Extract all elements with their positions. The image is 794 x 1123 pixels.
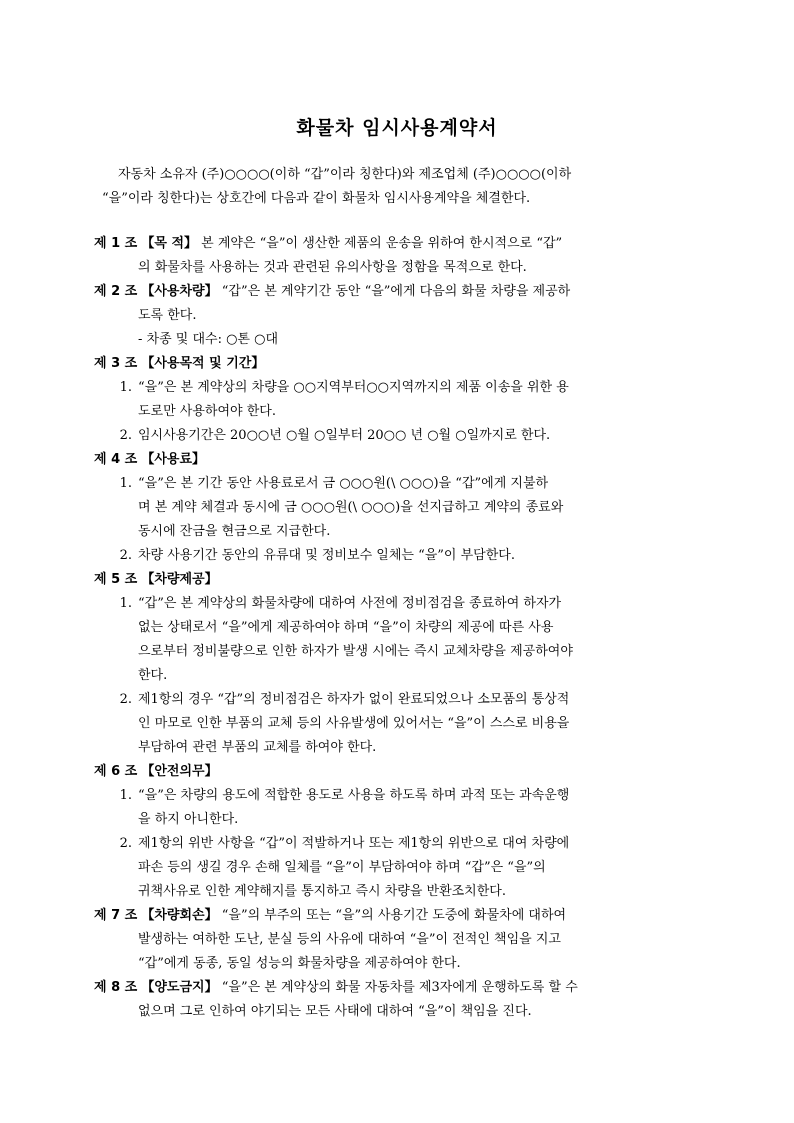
intro-line-2: “을”이라 칭한다)는 상호간에 다음과 같이 화물차 임시사용계약을 체결한다.	[102, 191, 531, 206]
vehicle-spec-line: - 차종 및 대수: ○톤 ○대	[138, 332, 279, 347]
article-number: 제 2 조	[94, 284, 138, 299]
article-number: 제 3 조	[94, 356, 138, 371]
article-number: 제 7 조	[94, 908, 138, 923]
article-8	[94, 976, 700, 1024]
article-number: 제 6 조	[94, 764, 138, 779]
article-text-line: “갑”은 본 계약기간 동안 “을”에게 다음의 화물 차량을 제공하	[221, 284, 571, 299]
article-number: 제 1 조	[94, 236, 138, 251]
item-text-line: “갑”은 본 계약상의 화물차량에 대하여 사전에 정비점검을 종료하여 하자가	[138, 596, 562, 611]
item-text-line: “을”은 본 기간 동안 사용료로서 금 ○○○원(\ ○○○)을 “갑”에게 지불하	[138, 476, 549, 491]
article-title: 【차량회손】	[141, 908, 218, 923]
article-item	[94, 688, 700, 760]
item-text-line: 으로부터 정비불량으로 인한 하자가 발생 시에는 즉시 교체차량을 제공하여야	[138, 644, 573, 659]
article-number: 제 5 조	[94, 572, 138, 587]
article-text-line: 도록 한다.	[138, 308, 197, 323]
article-title: 【양도금지】	[141, 980, 218, 995]
item-text-line: 제1항의 위반 사항을 “갑”이 적발하거나 또는 제1항의 위반으로 대여 차량에	[138, 836, 570, 851]
article-7	[94, 904, 700, 976]
article-item	[94, 592, 700, 688]
item-text-line: 없는 상태로서 “을”에게 제공하여야 하며 “을”이 차량의 제공에 따른 사용	[138, 620, 554, 635]
intro-paragraph	[102, 163, 700, 211]
article-item	[94, 832, 700, 904]
item-number: 1.	[119, 596, 132, 611]
article-text-line: “갑”에게 동종, 동일 성능의 화물차량을 제공하여야 한다.	[138, 956, 461, 971]
article-title: 【사용료】	[141, 452, 206, 467]
item-number: 1.	[119, 788, 132, 803]
article-number: 제 4 조	[94, 452, 138, 467]
item-number: 2.	[119, 692, 132, 707]
item-text-line: 파손 등의 생길 경우 손해 일체를 “을”이 부담하여야 하며 “갑”은 “을”의	[138, 860, 546, 875]
article-text-line: “을”은 본 계약상의 화물 자동차를 제3자에게 운행하도록 할 수	[221, 980, 578, 995]
article-text-line: 본 계약은 “을”이 생산한 제품의 운송을 위하여 한시적으로 “갑”	[201, 236, 563, 251]
item-text-line: 인 마모로 인한 부품의 교체 등의 사유발생에 있어서는 “을”이 스스로 비용을	[138, 716, 570, 731]
article-1	[94, 232, 700, 280]
article-title: 【사용차량】	[141, 284, 218, 299]
item-text-line: 도로만 사용하여야 한다.	[138, 404, 276, 419]
article-text-line: “을”의 부주의 또는 “을”의 사용기간 도중에 화물차에 대하여	[221, 908, 567, 923]
item-text-line: 을 하지 아니한다.	[138, 812, 239, 827]
article-title: 【차량제공】	[141, 572, 218, 587]
article-title: 【목 적】	[141, 236, 198, 251]
item-number: 2.	[119, 548, 132, 563]
article-2	[94, 280, 700, 352]
item-number: 2.	[119, 836, 132, 851]
item-text-line: 동시에 잔금을 현금으로 지급한다.	[138, 524, 331, 539]
article-text-line: 발생하는 여하한 도난, 분실 등의 사유에 대하여 “을”이 전적인 책임을 지고	[138, 932, 561, 947]
article-3	[94, 352, 700, 448]
article-item	[94, 424, 700, 448]
item-text-line: 귀책사유로 인한 계약해지를 통지하고 즉시 차량을 반환조치한다.	[138, 884, 506, 899]
item-text-line: “을”은 본 계약상의 차량을 ○○지역부터○○지역까지의 제품 이송을 위한 용	[138, 380, 569, 395]
article-title: 【안전의무】	[141, 764, 218, 779]
article-item	[94, 472, 700, 544]
item-number: 1.	[119, 380, 132, 395]
article-text-line: 의 화물차를 사용하는 것과 관련된 유의사항을 정함을 목적으로 한다.	[138, 260, 527, 275]
item-text-line: “을”은 차량의 용도에 적합한 용도로 사용을 하도록 하며 과적 또는 과속운행	[138, 788, 570, 803]
item-text-line: 부담하여 관련 부품의 교체를 하여야 한다.	[138, 740, 377, 755]
article-5	[94, 568, 700, 760]
item-text-line: 며 본 계약 체결과 동시에 금 ○○○원(\ ○○○)을 선지급하고 계약의 종료와	[138, 500, 564, 515]
article-item	[94, 544, 700, 568]
item-number: 2.	[119, 428, 132, 443]
article-number: 제 8 조	[94, 980, 138, 995]
document-title: 화물차 임시사용계약서	[296, 117, 498, 139]
article-6	[94, 760, 700, 904]
item-number: 1.	[119, 476, 132, 491]
item-text-line: 제1항의 경우 “갑”의 정비점검은 하자가 없이 완료되었으나 소모품의 통상적	[138, 692, 570, 707]
article-item	[94, 784, 700, 832]
intro-line-1: 자동차 소유자 (주)○○○○(이하 “갑”이라 칭한다)와 제조업체 (주)○○○○(이하	[118, 167, 572, 182]
article-title: 【사용목적 및 기간】	[141, 356, 265, 371]
article-item	[94, 376, 700, 424]
articles-list	[94, 232, 700, 1024]
article-4	[94, 448, 700, 568]
article-text-line: 없으며 그로 인하여 야기되는 모든 사태에 대하여 “을”이 책임을 진다.	[138, 1004, 532, 1019]
item-text-line: 한다.	[138, 668, 168, 683]
item-text-line: 차량 사용기간 동안의 유류대 및 정비보수 일체는 “을”이 부담한다.	[138, 548, 515, 563]
item-text-line: 임시사용기간은 20○○년 ○월 ○일부터 20○○ 년 ○월 ○일까지로 한다.	[138, 428, 551, 443]
